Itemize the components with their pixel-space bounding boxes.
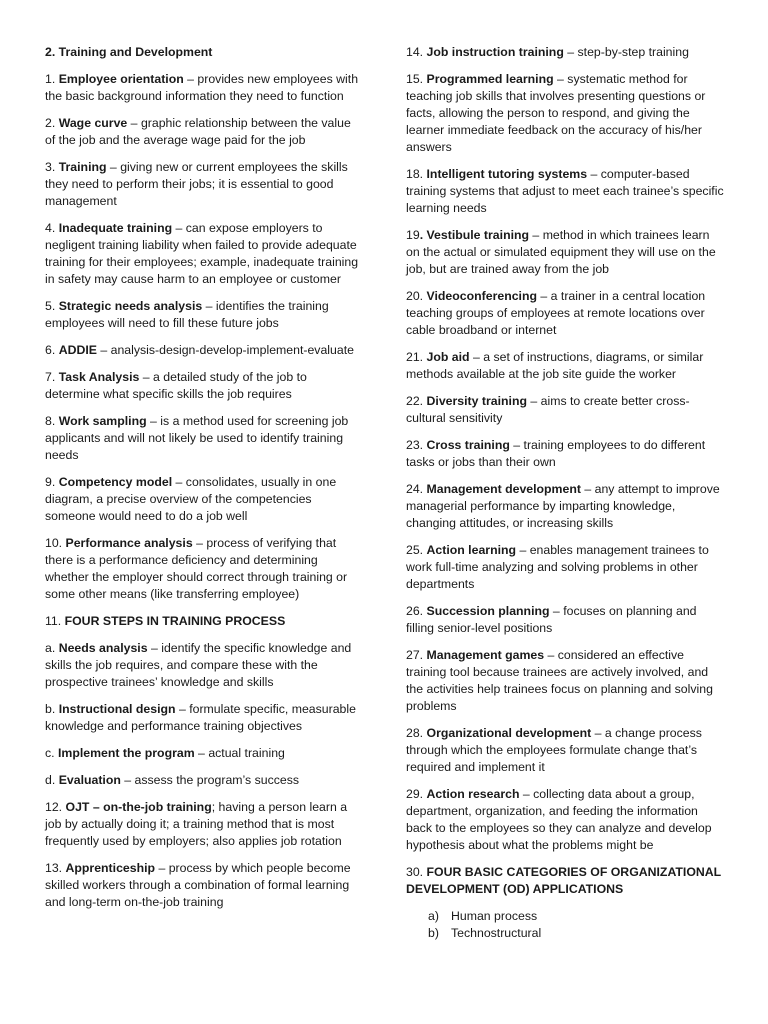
entry-definition: – a set of instructions, diagrams, or similar methods available at the job site guide the worker [406, 350, 704, 381]
glossary-entry [406, 166, 726, 217]
entry-term: Inadequate training [58, 221, 173, 235]
entry-term: Competency model [58, 475, 173, 489]
glossary-entry [406, 393, 726, 427]
training-step [45, 640, 363, 691]
entry-number: 20. [406, 289, 427, 303]
glossary-entry [406, 786, 726, 854]
entry-term: Management development [426, 482, 581, 496]
entry-term: Employee orientation [58, 72, 184, 86]
glossary-entry [45, 115, 363, 149]
steps-heading-text: FOUR STEPS IN TRAINING PROCESS [64, 614, 286, 628]
entry-definition: – formulate specific, measurable knowledge and performance training objectives [45, 702, 356, 733]
glossary-entry [406, 437, 726, 471]
glossary-entry [45, 71, 363, 105]
glossary-entry [406, 288, 726, 339]
entry-definition: – collecting data about a group, department, organization, and feeding the information back to the employees so they can analyze and develop hypothesis about what the problems might be [406, 787, 712, 852]
entry-definition: – consolidates, usually in one diagram, a precise overview of the competencies someone would need to do a job well [45, 475, 337, 523]
entry-term: Organizational development [426, 726, 592, 740]
entry-number: 6. [45, 343, 59, 357]
od-heading-number: 30. [406, 865, 427, 879]
entry-term: Instructional design [58, 702, 176, 716]
entry-definition: – giving new or current employees the skills they need to perform their jobs; it is essential to good management [45, 160, 348, 208]
entry-number: 22. [406, 394, 427, 408]
entry-number: 5. [45, 299, 59, 313]
entry-term: OJT – on-the-job training [65, 800, 212, 814]
glossary-entry [406, 603, 726, 637]
od-heading-text: FOUR BASIC CATEGORIES OF ORGANIZATIONAL DEVELOPMENT (OD) APPLICATIONS [406, 865, 721, 896]
list-marker: a) [428, 909, 439, 923]
entry-term: Task Analysis [58, 370, 140, 384]
entry-term: Training [58, 160, 107, 174]
entry-definition: – graphic relationship between the value of the job and the average wage paid for the job [45, 116, 351, 147]
entry-term: Performance analysis [65, 536, 193, 550]
glossary-entry [45, 860, 363, 911]
entry-term: ADDIE [58, 343, 97, 357]
entry-term: Job instruction training [426, 45, 564, 59]
entry-term: Job aid [426, 350, 470, 364]
entry-definition: – assess the program’s success [120, 773, 300, 787]
entry-number: 28. [406, 726, 427, 740]
entry-term: Diversity training [426, 394, 527, 408]
entry-number: 1. [45, 72, 59, 86]
entry-definition: – aims to create better cross-cultural sensitivity [406, 394, 690, 425]
entry-definition: – process by which people become skilled workers through a combination of formal learning and long-term on-the-job training [45, 861, 351, 909]
entry-definition: – a change process through which the employees formulate change that’s required and implement it [406, 726, 702, 774]
entry-definition: – a trainer in a central location teaching groups of employees at remote locations over cable broadband or internet [406, 289, 706, 337]
training-step [45, 772, 363, 789]
glossary-entry [45, 799, 363, 850]
left-column [45, 44, 363, 921]
entry-definition: – identifies the training employees will need to fill these future jobs [45, 299, 329, 330]
glossary-entry [45, 220, 363, 288]
glossary-entry [45, 535, 363, 603]
od-application-text: Technostructural [451, 926, 542, 940]
glossary-entry [406, 542, 726, 593]
entry-number: 21. [406, 350, 427, 364]
entry-number: 9. [45, 475, 59, 489]
section-title: 2. Training and Development [45, 45, 213, 59]
glossary-entry [406, 44, 726, 61]
entry-number: 23. [406, 438, 427, 452]
right-entry-list [406, 44, 726, 854]
entry-definition: – considered an effective training tool because trainees are actively involved, and the activities help trainees focus on planning and solving problems [406, 648, 713, 713]
od-heading [406, 864, 726, 898]
entry-definition: – method in which trainees learn on the actual or simulated equipment they will use on the job, but are trained away from the job [406, 228, 716, 276]
entry-term: Management games [426, 648, 545, 662]
entry-number: 10. [45, 536, 66, 550]
entry-number: d. [45, 773, 59, 787]
entry-definition: – step-by-step training [563, 45, 689, 59]
glossary-entry [45, 342, 363, 359]
left-entry-list [45, 71, 363, 603]
glossary-entry [406, 227, 726, 278]
entry-number: 7. [45, 370, 59, 384]
entry-number: 19 [406, 228, 420, 242]
glossary-entry [45, 159, 363, 210]
od-applications-list [406, 908, 726, 942]
entry-term: Wage curve [58, 116, 128, 130]
entry-number: 18. [406, 167, 427, 181]
entry-definition: – training employees to do different tasks or jobs than their own [406, 438, 706, 469]
glossary-entry [406, 349, 726, 383]
entry-definition: – a detailed study of the job to determine what specific skills the job requires [45, 370, 307, 401]
training-step [45, 745, 363, 762]
glossary-entry [406, 725, 726, 776]
entry-number: 14. [406, 45, 427, 59]
steps-heading [45, 613, 363, 630]
entry-definition: – can expose employers to negligent training liability when failed to provide adequate training for their employees; example, inadequate training in safety may cause harm to an employee or customer [45, 221, 359, 286]
glossary-entry [406, 71, 726, 156]
od-application-text: Human process [451, 909, 538, 923]
entry-term: Intelligent tutoring systems [426, 167, 588, 181]
entry-term: Implement the program [57, 746, 195, 760]
entry-term: Action research [426, 787, 520, 801]
entry-term: Cross training [426, 438, 510, 452]
entry-number: b. [45, 702, 59, 716]
entry-number: 13. [45, 861, 66, 875]
od-application-item [428, 908, 726, 925]
list-marker: b) [428, 926, 439, 940]
entry-number: 29. [406, 787, 427, 801]
entry-definition: – provides new employees with the basic background information they need to function [45, 72, 359, 103]
left-entry-list-continued [45, 799, 363, 911]
entry-number: 26. [406, 604, 427, 618]
entry-definition: – analysis-design-develop-implement-evaluate [96, 343, 354, 357]
entry-term: Succession planning [426, 604, 550, 618]
glossary-entry [45, 298, 363, 332]
entry-number: a. [45, 641, 59, 655]
entry-number: 3. [45, 160, 59, 174]
entry-definition: – process of verifying that there is a performance deficiency and determining whether the employer should correct through training or some other means (like transferring employee) [45, 536, 348, 601]
entry-term: Apprenticeship [65, 861, 156, 875]
entry-definition: – systematic method for teaching job skills that involves presenting questions or facts, allowing the person to respond, and giving the learner immediate feedback on the accuracy of his/her answers [406, 72, 706, 154]
glossary-entry [406, 481, 726, 532]
glossary-entry [45, 474, 363, 525]
glossary-entry [45, 413, 363, 464]
entry-number: 12. [45, 800, 66, 814]
entry-definition: ; having a person learn a job by actually doing it; a training method that is most frequently used by employers; also applies job rotation [45, 800, 348, 848]
entry-number: 15. [406, 72, 427, 86]
entry-term: Work sampling [58, 414, 147, 428]
entry-term: Action learning [426, 543, 517, 557]
entry-term: Strategic needs analysis [58, 299, 203, 313]
entry-number: 25. [406, 543, 427, 557]
entry-term: Videoconferencing [426, 289, 537, 303]
entry-term: Evaluation [58, 773, 121, 787]
glossary-entry [406, 647, 726, 715]
entry-number: 27. [406, 648, 427, 662]
entry-term: Needs analysis [58, 641, 148, 655]
entry-definition: – actual training [194, 746, 285, 760]
od-application-item [428, 925, 726, 942]
entry-number: 8. [45, 414, 59, 428]
entry-definition: – identify the specific knowledge and skills the job requires, and compare these with the prospective trainees’ knowledge and skills [45, 641, 352, 689]
training-step [45, 701, 363, 735]
entry-number: c. [45, 746, 58, 760]
entry-definition: – focuses on planning and filling senior-level positions [406, 604, 697, 635]
entry-number: 24. [406, 482, 427, 496]
entry-definition: – is a method used for screening job applicants and will not likely be used to identify training needs [45, 414, 349, 462]
entry-term: Programmed learning [426, 72, 554, 86]
steps-heading-number: 11. [45, 614, 65, 628]
steps-list [45, 640, 363, 789]
entry-definition: – enables management trainees to work full-time analyzing and solving problems in other departments [406, 543, 709, 591]
entry-definition: – computer-based training systems that adjust to meet each trainee’s specific learning needs [406, 167, 724, 215]
entry-term: . Vestibule training [419, 228, 530, 242]
right-column [406, 44, 726, 942]
entry-definition: – any attempt to improve managerial performance by imparting knowledge, changing attitudes, or increasing skills [406, 482, 720, 530]
entry-number: 4. [45, 221, 59, 235]
entry-number: 2. [45, 116, 59, 130]
glossary-entry [45, 369, 363, 403]
